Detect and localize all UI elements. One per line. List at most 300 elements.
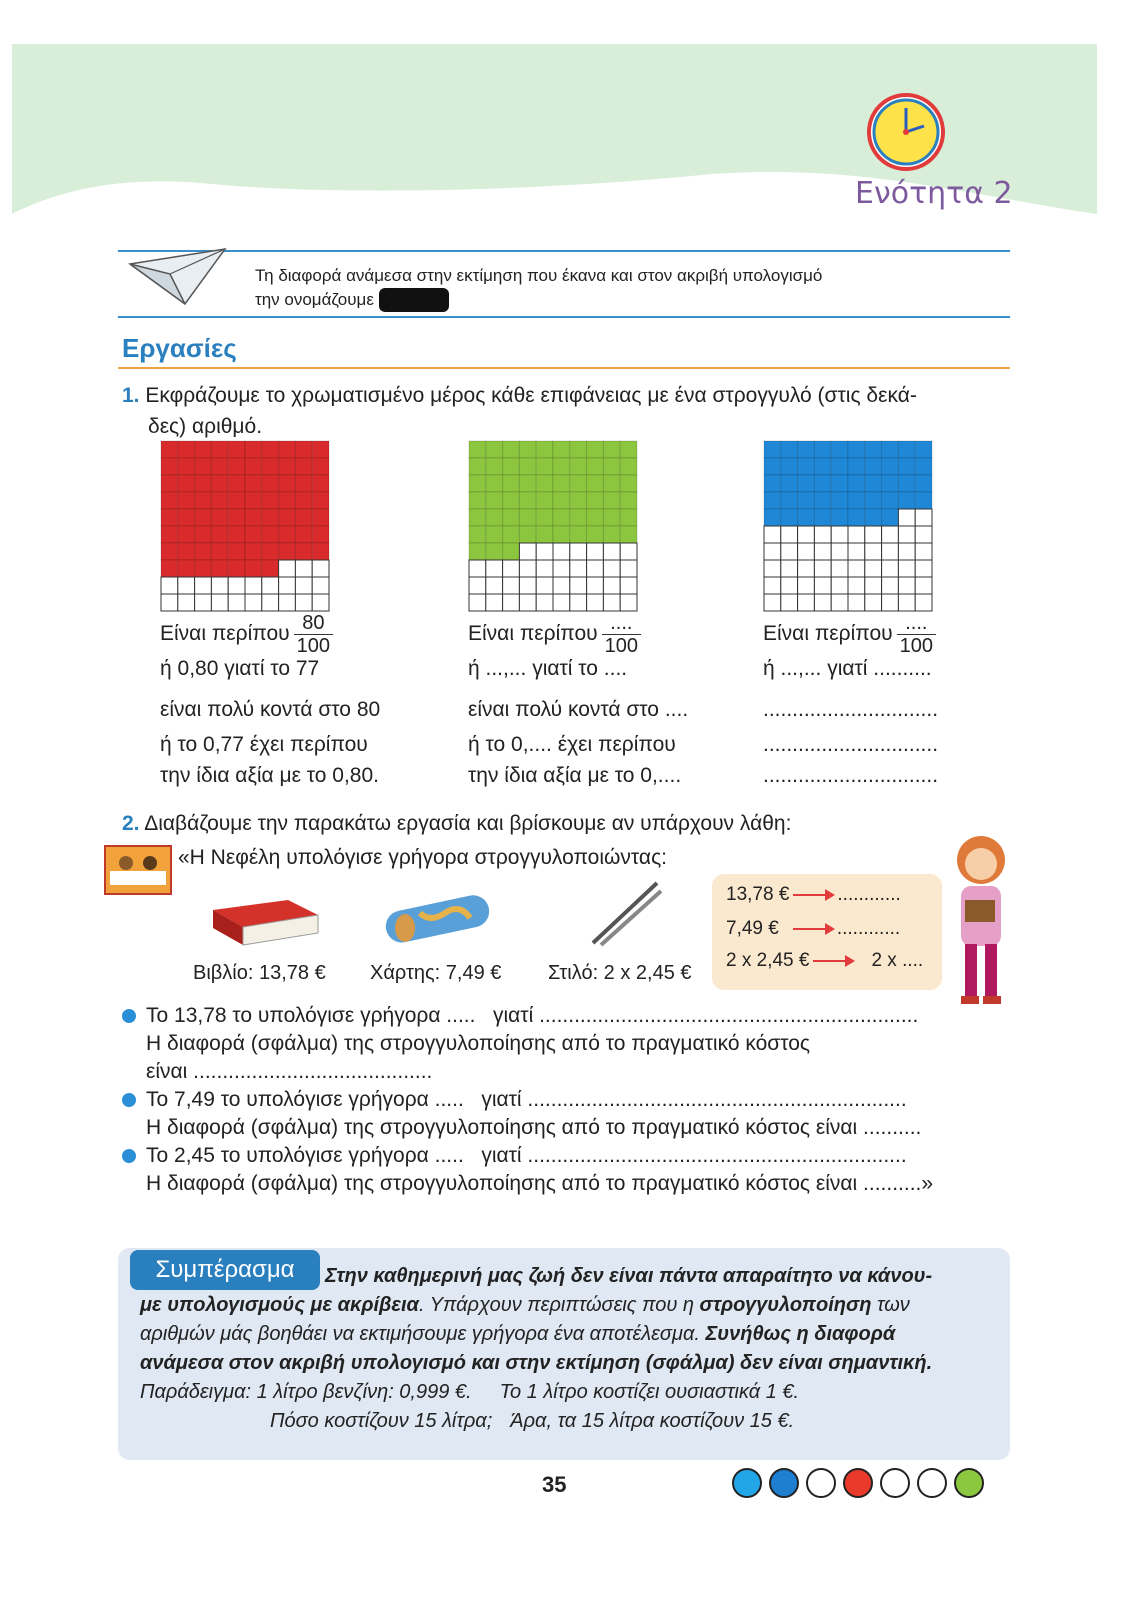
shaded-cell xyxy=(195,441,212,458)
empty-cell xyxy=(503,577,520,594)
shaded-cell xyxy=(831,475,848,492)
speech-bubble xyxy=(712,874,942,990)
shaded-cell xyxy=(195,560,212,577)
shaded-cell xyxy=(915,441,932,458)
empty-cell xyxy=(570,543,587,560)
shaded-cell xyxy=(262,492,279,509)
empty-cell xyxy=(570,560,587,577)
shaded-cell xyxy=(211,475,228,492)
empty-cell xyxy=(620,560,637,577)
empty-cell xyxy=(865,577,882,594)
shaded-cell xyxy=(245,441,262,458)
conclusion-l2-bold2: στρογγυλοποίηση xyxy=(699,1294,872,1316)
color-dot xyxy=(843,1468,873,1498)
column-1-line-2: ή 0,80 γιατί το 77 xyxy=(160,657,320,680)
shaded-cell xyxy=(764,509,781,526)
shaded-cell xyxy=(519,526,536,543)
empty-cell xyxy=(848,543,865,560)
shaded-cell xyxy=(587,526,604,543)
column-3-line-2: ή ...,... γιατί .......... xyxy=(763,657,932,680)
shaded-cell xyxy=(831,509,848,526)
shaded-cell xyxy=(178,543,195,560)
conclusion-l6a: Πόσο κοστίζουν 15 λίτρα; xyxy=(270,1410,493,1432)
bullet-2 xyxy=(122,1086,1002,1114)
shaded-cell xyxy=(570,475,587,492)
shaded-cell xyxy=(245,560,262,577)
shaded-cell xyxy=(798,441,815,458)
empty-cell xyxy=(570,594,587,611)
empty-cell xyxy=(570,577,587,594)
empty-cell xyxy=(882,577,899,594)
shaded-cell xyxy=(536,458,553,475)
question-2 xyxy=(122,808,791,839)
column-3-line-3: .............................. xyxy=(763,698,939,721)
empty-cell xyxy=(831,543,848,560)
bullet-1-d: είναι ......................................... xyxy=(146,1060,433,1083)
empty-cell xyxy=(486,594,503,611)
shaded-cell xyxy=(503,526,520,543)
bubble-row-3-left: 2 x 2,45 € xyxy=(726,950,810,971)
shaded-cell xyxy=(262,509,279,526)
conclusion-l5b: Το 1 λίτρο κοστίζει ουσιαστικά 1 €. xyxy=(499,1381,800,1403)
shaded-cell xyxy=(312,475,329,492)
shaded-cell xyxy=(262,526,279,543)
shaded-cell xyxy=(587,475,604,492)
shaded-cell xyxy=(195,475,212,492)
section-title: Εργασίες xyxy=(122,333,237,363)
shaded-cell xyxy=(245,475,262,492)
empty-cell xyxy=(587,577,604,594)
shaded-cell xyxy=(848,492,865,509)
empty-cell xyxy=(781,577,798,594)
empty-cell xyxy=(865,560,882,577)
shaded-cell xyxy=(915,475,932,492)
shaded-cell xyxy=(882,509,899,526)
empty-cell xyxy=(814,577,831,594)
empty-cell xyxy=(848,594,865,611)
empty-cell xyxy=(295,594,312,611)
shaded-cell xyxy=(312,526,329,543)
grid-red xyxy=(160,440,330,612)
shaded-cell xyxy=(211,509,228,526)
empty-cell xyxy=(865,526,882,543)
empty-cell xyxy=(764,560,781,577)
shaded-cell xyxy=(279,475,296,492)
shaded-cell xyxy=(228,492,245,509)
shaded-cell xyxy=(178,526,195,543)
shaded-cell xyxy=(798,458,815,475)
shaded-cell xyxy=(798,475,815,492)
conclusion-l3-start: αριθμών μάς βοηθάει να εκτιμήσουμε γρήγορα ένα αποτέλεσμα. xyxy=(140,1323,706,1345)
empty-cell xyxy=(798,594,815,611)
column-3-numerator: .... xyxy=(897,612,936,635)
empty-cell xyxy=(469,560,486,577)
shaded-cell xyxy=(882,458,899,475)
question-1-text-2: δες) αριθμό. xyxy=(148,415,263,438)
empty-cell xyxy=(831,526,848,543)
shaded-cell xyxy=(211,492,228,509)
note-line-2 xyxy=(255,288,822,312)
empty-cell xyxy=(245,594,262,611)
empty-cell xyxy=(915,594,932,611)
redacted-word: σφάλμα xyxy=(379,288,450,312)
empty-cell xyxy=(503,560,520,577)
shaded-cell xyxy=(898,492,915,509)
empty-cell xyxy=(262,594,279,611)
shaded-cell xyxy=(295,526,312,543)
shaded-cell xyxy=(195,492,212,509)
empty-cell xyxy=(211,577,228,594)
empty-cell xyxy=(882,543,899,560)
shaded-cell xyxy=(295,543,312,560)
question-1 xyxy=(122,380,1012,442)
shaded-cell xyxy=(536,526,553,543)
shaded-cell xyxy=(882,475,899,492)
shaded-cell xyxy=(312,509,329,526)
shaded-cell xyxy=(781,458,798,475)
empty-cell xyxy=(882,594,899,611)
shaded-cell xyxy=(553,526,570,543)
empty-cell xyxy=(178,577,195,594)
question-2-text: Διαβάζουμε την παρακάτω εργασία και βρίσκουμε αν υπάρχουν λάθη: xyxy=(144,812,792,835)
shaded-cell xyxy=(211,458,228,475)
column-2-line-5: την ίδια αξία με το 0,.... xyxy=(468,764,682,787)
shaded-cell xyxy=(262,560,279,577)
empty-cell xyxy=(603,594,620,611)
book-icon xyxy=(208,895,323,950)
arrow-icon xyxy=(793,928,833,930)
shaded-cell xyxy=(161,475,178,492)
empty-cell xyxy=(587,543,604,560)
empty-cell xyxy=(781,526,798,543)
empty-cell xyxy=(245,577,262,594)
shaded-cell xyxy=(469,475,486,492)
grid-blue xyxy=(763,440,933,612)
shaded-cell xyxy=(553,509,570,526)
shaded-cell xyxy=(262,475,279,492)
shaded-cell xyxy=(161,441,178,458)
shaded-cell xyxy=(536,509,553,526)
empty-cell xyxy=(279,594,296,611)
shaded-cell xyxy=(312,458,329,475)
shaded-cell xyxy=(848,441,865,458)
shaded-cell xyxy=(570,458,587,475)
unit-label: Ενότητα 2 xyxy=(855,176,1013,211)
empty-cell xyxy=(279,577,296,594)
pen-icon xyxy=(585,875,665,950)
shaded-cell xyxy=(486,441,503,458)
empty-cell xyxy=(228,577,245,594)
empty-cell xyxy=(519,560,536,577)
shaded-cell xyxy=(295,475,312,492)
shaded-cell xyxy=(898,441,915,458)
empty-cell xyxy=(228,594,245,611)
shaded-cell xyxy=(228,458,245,475)
question-2-number: 2. xyxy=(122,812,140,835)
shaded-cell xyxy=(469,441,486,458)
color-dot xyxy=(732,1468,762,1498)
shaded-cell xyxy=(469,492,486,509)
shaded-cell xyxy=(814,509,831,526)
shaded-cell xyxy=(279,458,296,475)
shaded-cell xyxy=(195,526,212,543)
empty-cell xyxy=(798,543,815,560)
column-3-text xyxy=(763,612,1003,791)
shaded-cell xyxy=(486,509,503,526)
shaded-cell xyxy=(764,475,781,492)
bullet-2-c: Η διαφορά (σφάλμα) της στρογγυλοποίησης από το πραγματικό κόστος είναι .......... xyxy=(146,1116,922,1139)
shaded-cell xyxy=(469,509,486,526)
shaded-cell xyxy=(915,492,932,509)
students-icon xyxy=(104,845,172,895)
shaded-cell xyxy=(262,441,279,458)
column-2-line-2: ή ...,... γιατί το .... xyxy=(468,657,628,680)
bubble-row-2-right: ............ xyxy=(836,918,901,939)
shaded-cell xyxy=(519,458,536,475)
shaded-cell xyxy=(882,492,899,509)
conclusion-l2-bold: με υπολογισμούς με ακρίβεια xyxy=(140,1294,419,1316)
shaded-cell xyxy=(279,526,296,543)
shaded-cell xyxy=(603,526,620,543)
bullet-icon xyxy=(122,1093,136,1107)
empty-cell xyxy=(898,509,915,526)
empty-cell xyxy=(553,543,570,560)
note-bottom-rule xyxy=(118,316,1010,318)
empty-cell xyxy=(519,577,536,594)
empty-cell xyxy=(798,560,815,577)
bullet-icon xyxy=(122,1149,136,1163)
shaded-cell xyxy=(503,441,520,458)
empty-cell xyxy=(814,560,831,577)
shaded-cell xyxy=(831,441,848,458)
empty-cell xyxy=(312,594,329,611)
empty-cell xyxy=(831,594,848,611)
shaded-cell xyxy=(195,509,212,526)
shaded-cell xyxy=(486,543,503,560)
note-top-rule xyxy=(118,250,1010,252)
shaded-cell xyxy=(620,526,637,543)
shaded-cell xyxy=(279,492,296,509)
shaded-cell xyxy=(603,441,620,458)
bullet-list xyxy=(122,1002,1002,1198)
shaded-cell xyxy=(211,441,228,458)
empty-cell xyxy=(262,577,279,594)
shaded-cell xyxy=(295,492,312,509)
shaded-cell xyxy=(161,492,178,509)
conclusion-l4: ανάμεσα στον ακριβή υπολογισμό και στην εκτίμηση (σφάλμα) δεν είναι σημαντική. xyxy=(140,1352,933,1374)
shaded-cell xyxy=(814,458,831,475)
empty-cell xyxy=(161,594,178,611)
shaded-cell xyxy=(798,509,815,526)
empty-cell xyxy=(279,560,296,577)
shaded-cell xyxy=(831,458,848,475)
shaded-cell xyxy=(814,441,831,458)
empty-cell xyxy=(915,577,932,594)
color-dot xyxy=(880,1468,910,1498)
bullet-1 xyxy=(122,1002,1002,1030)
empty-cell xyxy=(469,577,486,594)
shaded-cell xyxy=(620,475,637,492)
map-price: Χάρτης: 7,49 € xyxy=(370,962,502,984)
shaded-cell xyxy=(195,458,212,475)
conclusion-l3-bold: Συνήθως η διαφορά xyxy=(705,1323,896,1345)
shaded-cell xyxy=(503,458,520,475)
column-2-denominator: 100 xyxy=(604,635,639,657)
shaded-cell xyxy=(814,475,831,492)
shaded-cell xyxy=(587,441,604,458)
shaded-cell xyxy=(848,458,865,475)
shaded-cell xyxy=(245,526,262,543)
shaded-cell xyxy=(848,475,865,492)
empty-cell xyxy=(915,560,932,577)
empty-cell xyxy=(814,594,831,611)
shaded-cell xyxy=(764,458,781,475)
shaded-cell xyxy=(553,475,570,492)
shaded-cell xyxy=(161,458,178,475)
shaded-cell xyxy=(161,543,178,560)
shaded-cell xyxy=(536,441,553,458)
shaded-cell xyxy=(178,509,195,526)
conclusion-line-5 xyxy=(140,1378,1002,1407)
shaded-cell xyxy=(865,492,882,509)
shaded-cell xyxy=(211,543,228,560)
shaded-cell xyxy=(228,441,245,458)
conclusion-l5a: Παράδειγμα: 1 λίτρο βενζίνη: 0,999 €. xyxy=(140,1381,472,1403)
shaded-cell xyxy=(486,526,503,543)
shaded-cell xyxy=(195,543,212,560)
shaded-cell xyxy=(211,560,228,577)
empty-cell xyxy=(519,594,536,611)
error-note xyxy=(255,264,822,312)
shaded-cell xyxy=(587,509,604,526)
bubble-row-1-left: 13,78 € xyxy=(726,884,790,905)
conclusion-badge: Συμπέρασμα xyxy=(130,1250,320,1290)
shaded-cell xyxy=(245,543,262,560)
arrow-icon xyxy=(813,960,853,962)
shaded-cell xyxy=(865,509,882,526)
empty-cell xyxy=(898,560,915,577)
column-1-line-5: την ίδια αξία με το 0,80. xyxy=(160,764,380,787)
column-2-numerator: .... xyxy=(602,612,641,635)
empty-cell xyxy=(312,577,329,594)
empty-cell xyxy=(469,594,486,611)
shaded-cell xyxy=(865,475,882,492)
shaded-cell xyxy=(553,458,570,475)
shaded-cell xyxy=(262,458,279,475)
bubble-row-1-right: ............ xyxy=(837,884,901,905)
shaded-cell xyxy=(570,492,587,509)
shaded-cell xyxy=(312,543,329,560)
shaded-cell xyxy=(603,509,620,526)
shaded-cell xyxy=(553,441,570,458)
color-dot xyxy=(954,1468,984,1498)
shaded-cell xyxy=(503,492,520,509)
shaded-cell xyxy=(161,509,178,526)
empty-cell xyxy=(898,526,915,543)
empty-cell xyxy=(781,560,798,577)
shaded-cell xyxy=(295,509,312,526)
empty-cell xyxy=(865,594,882,611)
bubble-row-1 xyxy=(726,884,901,906)
column-1-text xyxy=(160,612,460,791)
empty-cell xyxy=(486,560,503,577)
shaded-cell xyxy=(570,441,587,458)
question-1-number: 1. xyxy=(122,384,140,407)
empty-cell xyxy=(848,577,865,594)
shaded-cell xyxy=(262,543,279,560)
empty-cell xyxy=(915,526,932,543)
column-3-line-5: .............................. xyxy=(763,764,939,787)
shaded-cell xyxy=(603,458,620,475)
empty-cell xyxy=(831,577,848,594)
color-dot xyxy=(917,1468,947,1498)
shaded-cell xyxy=(178,475,195,492)
quote-line: «Η Νεφέλη υπολόγισε γρήγορα στρογγυλοποιώντας: xyxy=(178,846,668,869)
empty-cell xyxy=(519,543,536,560)
bullet-3-b: γιατί ................................................................. xyxy=(481,1144,907,1167)
empty-cell xyxy=(295,560,312,577)
shaded-cell xyxy=(469,458,486,475)
page-number: 35 xyxy=(542,1472,567,1497)
clock-icon xyxy=(866,92,946,172)
shaded-cell xyxy=(798,492,815,509)
shaded-cell xyxy=(295,458,312,475)
shaded-cell xyxy=(228,543,245,560)
shaded-cell xyxy=(781,441,798,458)
shaded-cell xyxy=(587,492,604,509)
shaded-cell xyxy=(620,492,637,509)
shaded-cell xyxy=(178,458,195,475)
column-1-line-4: ή το 0,77 έχει περίπου xyxy=(160,733,368,756)
empty-cell xyxy=(503,594,520,611)
empty-cell xyxy=(587,560,604,577)
shaded-cell xyxy=(178,560,195,577)
conclusion-line-6 xyxy=(270,1407,1000,1436)
shaded-cell xyxy=(228,509,245,526)
empty-cell xyxy=(211,594,228,611)
empty-cell xyxy=(764,577,781,594)
empty-cell xyxy=(603,543,620,560)
empty-cell xyxy=(161,577,178,594)
empty-cell xyxy=(814,526,831,543)
bubble-row-2 xyxy=(726,918,900,940)
empty-cell xyxy=(536,560,553,577)
bullet-1-c: Η διαφορά (σφάλμα) της στρογγυλοποίησης από το πραγματικό κόστος xyxy=(146,1032,811,1055)
shaded-cell xyxy=(898,458,915,475)
empty-cell xyxy=(882,526,899,543)
empty-cell xyxy=(781,594,798,611)
shaded-cell xyxy=(603,475,620,492)
bubble-row-3 xyxy=(726,950,923,972)
empty-cell xyxy=(536,543,553,560)
shaded-cell xyxy=(486,475,503,492)
shaded-cell xyxy=(536,492,553,509)
column-1-line-3: είναι πολύ κοντά στο 80 xyxy=(160,698,381,721)
color-dot xyxy=(769,1468,799,1498)
shaded-cell xyxy=(279,509,296,526)
empty-cell xyxy=(798,577,815,594)
column-2-label: Είναι περίπου xyxy=(468,622,598,646)
shaded-cell xyxy=(486,458,503,475)
conclusion-l6b: Άρα, τα 15 λίτρα κοστίζουν 15 €. xyxy=(510,1410,795,1432)
bullet-icon xyxy=(122,1009,136,1023)
shaded-cell xyxy=(161,526,178,543)
shaded-cell xyxy=(882,441,899,458)
shaded-cell xyxy=(228,526,245,543)
note-line-2-prefix: την ονομάζουμε xyxy=(255,290,374,309)
shaded-cell xyxy=(519,509,536,526)
empty-cell xyxy=(848,560,865,577)
